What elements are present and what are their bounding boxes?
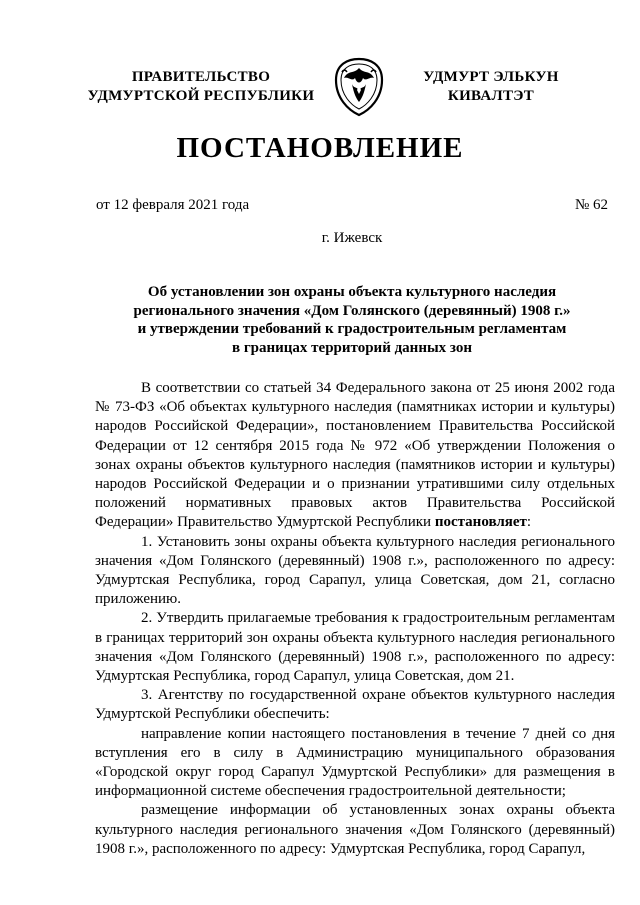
- header-right-line1: УДМУРТ ЭЛЬКУН: [423, 69, 559, 85]
- document-subject: [90, 283, 614, 357]
- paragraph-3-item-2: размещение информации об установленных зонах охраны объекта культурного наследия регионального значения «Дом Голянского (деревянный) 1908 г.», расположенного по адресу: Удмуртская Республика, город Сарапул,: [95, 802, 615, 857]
- decree-colon: :: [526, 514, 532, 531]
- preamble-text: В соответствии со статьей 34 Федерального закона от 25 июня 2002 года № 73-ФЗ «Об объектах культурного наследия (памятниках истории и культуры) народов Российской Федерации», постановлением Правительства Российской Федерации от 12 сентября 2015 года № 972 «Об утверждении Положения о зонах охраны объектов культурного наследия (памятников истории и культуры) народов Российской Федерации и о признании утратившими силу отдельных положений нормативных правовых актов Правительства Российской Федерации» Правительство Удмуртской Республики: [95, 380, 615, 531]
- header-left-line1: ПРАВИТЕЛЬСТВО: [131, 69, 271, 85]
- government-name-russian: [82, 68, 320, 106]
- paragraph-2: 2. Утвердить прилагаемые требования к градостроительным регламентам в границах территорий зон охраны объекта культурного наследия регионального значения «Дом Голянского (деревянный) 1908 г.», расположенного по адресу: Удмуртская Республика, город Сарапул, улица Советская, дом 21.: [95, 610, 615, 685]
- document-number: № 62: [574, 197, 608, 213]
- paragraph-1: 1. Установить зоны охраны объекта культурного наследия регионального значения «Дом Голянского (деревянный) 1908 г.», расположенного по адресу: Удмуртская Республика, город Сарапул, улица Советская, дом 21, согласно приложению.: [95, 533, 615, 608]
- subject-line2: регионального значения «Дом Голянского (деревянный) 1908 г.»: [133, 302, 571, 319]
- paragraph-3-item-1: направление копии настоящего постановления в течение 7 дней со дня вступления его в силу в Администрацию муниципального образования «Городской округ город Сарапул Удмуртской Республики» для размещения в информационной системе обеспечения градостроительной деятельности;: [95, 725, 615, 800]
- preamble-paragraph: [95, 379, 615, 533]
- subject-line1: Об установлении зон охраны объекта культурного наследия: [147, 284, 557, 300]
- document-city: г. Ижевск: [321, 230, 383, 246]
- government-name-udmurt: [416, 68, 566, 106]
- header-right-line2: КИВАЛТЭТ: [447, 88, 535, 104]
- document-date: от 12 февраля 2021 года: [96, 197, 250, 213]
- subject-line3: и утверждении требований к градостроительным регламентам: [137, 321, 567, 337]
- header-left-line2: УДМУРТСКОЙ РЕСПУБЛИКИ: [87, 88, 315, 104]
- paragraph-3: 3. Агентству по государственной охране объектов культурного наследия Удмуртской Республики обеспечить:: [95, 687, 615, 723]
- subject-line4: в границах территорий данных зон: [232, 339, 472, 356]
- decree-word: постановляет: [434, 514, 527, 531]
- document-title: ПОСТАНОВЛЕНИЕ: [176, 132, 464, 164]
- document-body: [95, 379, 615, 859]
- udmurt-coat-of-arms-icon: [330, 56, 388, 118]
